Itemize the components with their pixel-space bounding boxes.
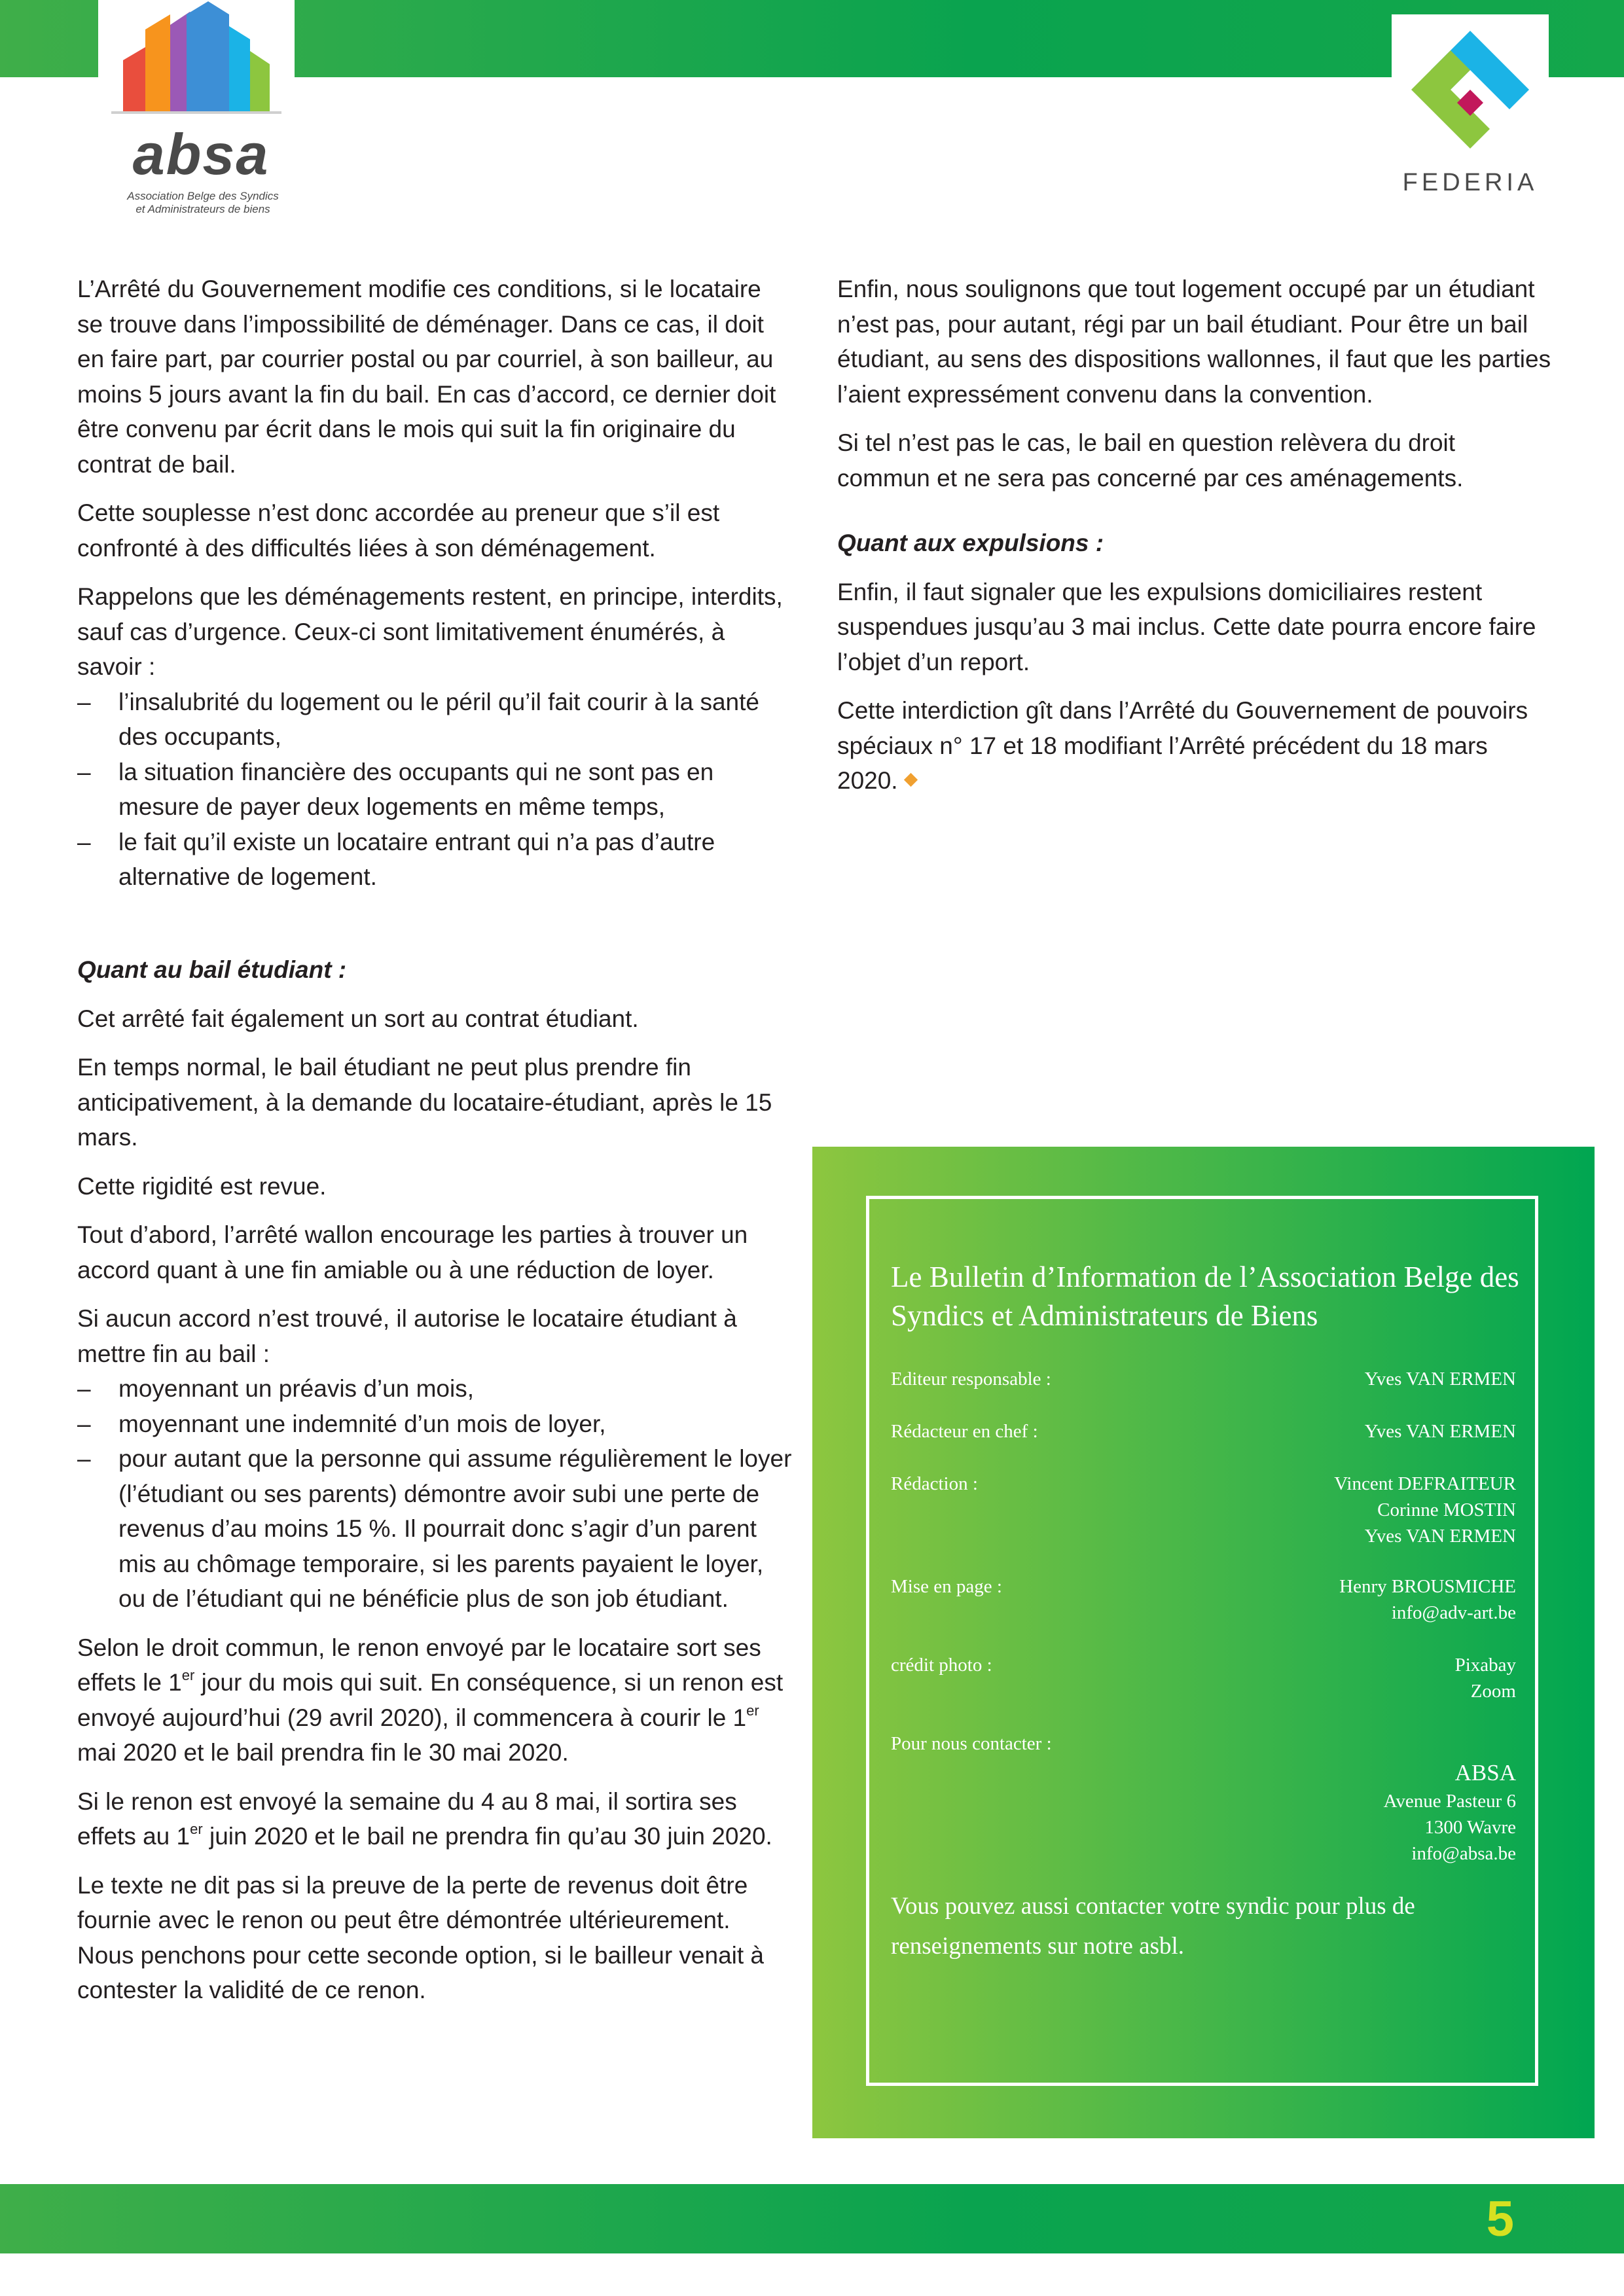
info-value: Vincent DEFRAITEUR Corinne MOSTIN Yves VAN ERMEN xyxy=(1334,1473,1516,1547)
absa-buildings-icon xyxy=(98,0,295,118)
paragraph: Cet arrêté fait également un sort au contrat étudiant. xyxy=(77,1005,639,1032)
paragraph: Enfin, il faut signaler que les expulsions domiciliaires restent suspendues jusqu’au 3 mai inclus. Cette date pourra encore faire l’objet d’un report. xyxy=(837,578,1536,675)
federia-logo xyxy=(1392,14,1549,211)
info-label: Editeur responsable : xyxy=(891,1369,1051,1390)
paragraph: Cette souplesse n’est donc accordée au preneur que s’il est confronté à des difficultés liées à son déménagement. xyxy=(77,499,720,562)
paragraph: Le texte ne dit pas si la preuve de la perte de revenus doit être fournie avec le renon ou peut être démontrée ultérieurement. Nous penchons pour cette seconde option, si le bailleur venait à contester la validité de ce renon. xyxy=(77,1871,765,2003)
bottom-green-bar xyxy=(0,2184,1624,2253)
absa-logo xyxy=(98,0,295,223)
paragraph: Cette interdiction gît dans l’Arrêté du Gouvernement de pouvoirs spéciaux n° 17 et 18 modifiant l’Arrêté précédent du 18 mars 2020. xyxy=(837,697,1528,794)
contact-address-block: ABSA Avenue Pasteur 6 1300 Wavre info@absa.be xyxy=(1383,1760,1516,1864)
left-column-top xyxy=(77,272,792,908)
paragraph: Si le renon est envoyé la semaine du 4 au 8 mai, il sortira ses effets au 1er juin 2020 et le bail ne prendra fin qu’au 30 juin 2020. xyxy=(77,1787,772,1850)
student-conditions-list xyxy=(77,1371,792,1617)
list-item: – la situation financière des occupants qui ne sont pas en mesure de payer deux logements en même temps, xyxy=(77,755,792,825)
moving-exceptions-list xyxy=(77,685,792,895)
list-item: – le fait qu’il existe un locataire entrant qui n’a pas d’autre alternative de logement. xyxy=(77,825,792,895)
absa-subtitle: Association Belge des Syndics et Administrateurs de biens xyxy=(127,190,279,215)
paragraph: Si aucun accord n’est trouvé, il autorise le locataire étudiant à mettre fin au bail : xyxy=(77,1305,737,1367)
info-label: crédit photo : xyxy=(891,1655,992,1676)
publication-info-box xyxy=(812,1147,1595,2138)
paragraph: Enfin, nous soulignons que tout logement occupé par un étudiant n’est pas, pour autant, régi par un bail étudiant. Pour être un bail étudiant, au sens des dispositions wallonnes, il faut que les parties l’aient expressément convenu dans la convention. xyxy=(837,276,1551,408)
federia-diamond-icon xyxy=(1405,24,1536,155)
info-value: Pixabay Zoom xyxy=(1454,1655,1516,1702)
info-label: Rédacteur en chef : xyxy=(891,1421,1038,1442)
list-item: – moyennant un préavis d’un mois, xyxy=(77,1371,792,1407)
right-column xyxy=(837,272,1552,812)
paragraph: Cette rigidité est revue. xyxy=(77,1172,327,1200)
section-heading-student: Quant au bail étudiant : xyxy=(77,956,347,983)
info-box-footer: Vous pouvez aussi contacter votre syndic pour plus de renseignements sur notre asbl. xyxy=(891,1893,1415,1960)
list-item: – moyennant une indemnité d’un mois de loyer, xyxy=(77,1407,792,1442)
list-item: – pour autant que la personne qui assume régulièrement le loyer (l’étudiant ou ses parents) démontre avoir subi une perte de revenus d’au moins 15 %. Il pourrait donc s’agir d’un parent mis au chômage temporaire, si les parents payaient le loyer, ou de l’étudiant qui ne bénéficie plus de son job étudiant. xyxy=(77,1441,792,1617)
end-of-article-icon xyxy=(903,773,917,787)
left-column-student xyxy=(77,952,792,2022)
section-heading-expulsions: Quant aux expulsions : xyxy=(837,529,1104,556)
paragraph: Tout d’abord, l’arrêté wallon encourage les parties à trouver un accord quant à une fin amiable ou à une réduction de loyer. xyxy=(77,1221,748,1283)
info-value: Yves VAN ERMEN xyxy=(1364,1421,1516,1442)
info-value: Yves VAN ERMEN xyxy=(1364,1369,1516,1390)
paragraph: En temps normal, le bail étudiant ne peut plus prendre fin anticipativement, à la demande du locataire-étudiant, après le 15 mars. xyxy=(77,1054,772,1151)
info-label: Mise en page : xyxy=(891,1576,1002,1597)
paragraph: Selon le droit commun, le renon envoyé par le locataire sort ses effets le 1er jour du mois qui suit. En conséquence, si un renon est envoyé aujourd’hui (29 avril 2020), il commencera à courir le 1er mai 2020 et le bail prendra fin le 30 mai 2020. xyxy=(77,1634,784,1766)
paragraph: Rappelons que les déménagements restent, en principe, interdits, sauf cas d’urgence. Ceux-ci sont limitativement énumérés, à savoir : xyxy=(77,583,783,680)
paragraph: Si tel n’est pas le cas, le bail en question relèvera du droit commun et ne sera pas concerné par ces aménagements. xyxy=(837,429,1464,492)
paragraph: L’Arrêté du Gouvernement modifie ces conditions, si le locataire se trouve dans l’impossibilité de déménager. Dans ce cas, il doit en faire part, par courrier postal ou par courriel, à son bailleur, au moins 5 jours avant la fin du bail. En cas d’accord, ce dernier doit être convenu par écrit dans le mois qui suit la fin originaire du contrat de bail. xyxy=(77,276,776,478)
info-label: Rédaction : xyxy=(891,1473,978,1494)
absa-wordmark: absa xyxy=(132,122,270,187)
info-box-title: Le Bulletin d’Information de l’Association Belge des Syndics et Administrateurs de Biens xyxy=(891,1261,1519,1332)
info-value: Henry BROUSMICHE info@adv-art.be xyxy=(1339,1576,1516,1623)
page-number: 5 xyxy=(1486,2191,1514,2247)
federia-wordmark: FEDERIA xyxy=(1402,169,1538,196)
info-label: Pour nous contacter : xyxy=(891,1733,1052,1754)
list-item: – l’insalubrité du logement ou le péril qu’il fait courir à la santé des occupants, xyxy=(77,685,792,755)
